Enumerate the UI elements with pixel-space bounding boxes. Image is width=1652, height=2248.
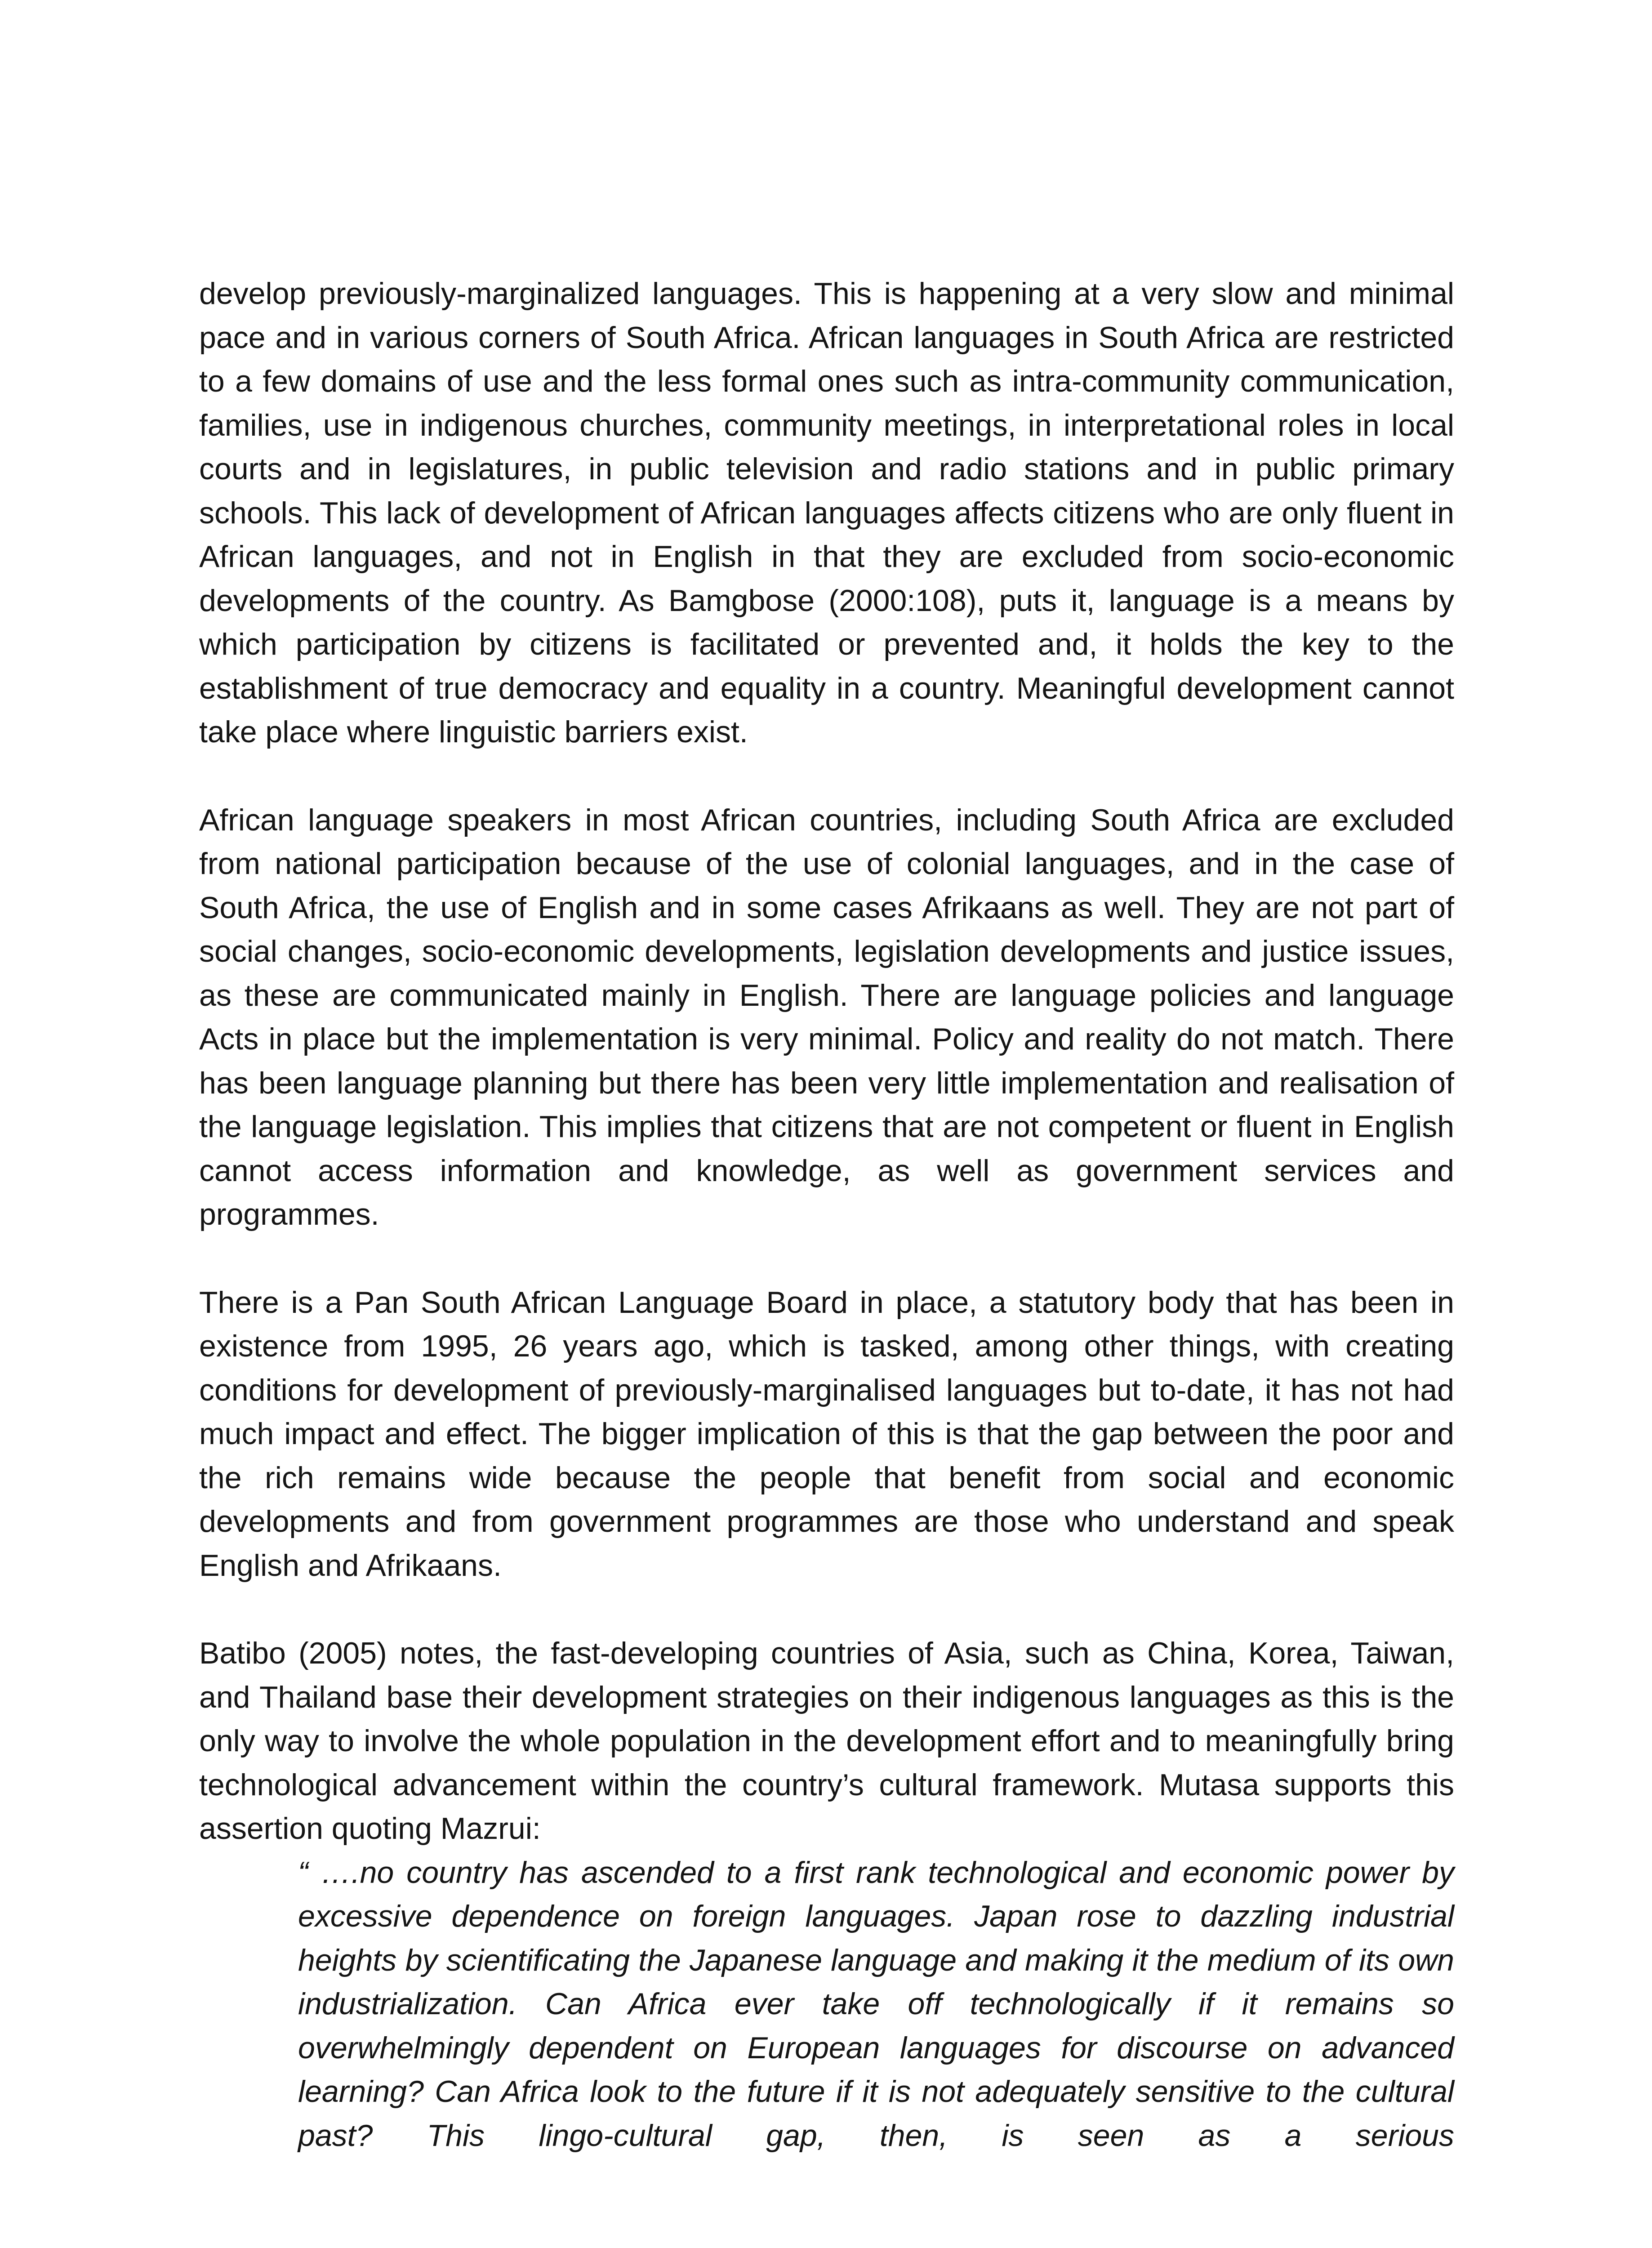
body-text	[199, 272, 1454, 2158]
block-quote-mazrui: “ ….no country has ascended to a first rank technological and economic power by excessive dependence on foreign languages. Japan rose to dazzling industrial heights by scientificating the Japanese language and making it the medium of its own industrialization. Can Africa ever take off technologically if it remains so overwhelmingly dependent on European languages for discourse on advanced learning? Can Africa look to the future if it is not adequately sensitive to the cultural past? This lingo-cultural gap, then, is seen as a serious	[298, 1855, 1454, 2153]
paragraph-language-development: develop previously-marginalized languages. This is happening at a very slow and minimal pace and in various corners of South Africa. African languages in South Africa are restricted to a few domains of use and the less formal ones such as intra-community communication, families, use in indigenous churches, community meetings, in interpretational roles in local courts and in legislatures, in public television and radio stations and in public primary schools. This lack of development of African languages affects citizens who are only fluent in African languages, and not in English in that they are excluded from socio-economic developments of the country. As Bamgbose (2000:108), puts it, language is a means by which participation by citizens is facilitated or prevented and, it holds the key to the establishment of true democracy and equality in a country. Meaningful development cannot take place where linguistic barriers exist.	[199, 277, 1454, 749]
paragraph-pansalb: There is a Pan South African Language Board in place, a statutory body that has been in existence from 1995, 26 years ago, which is tasked, among other things, with creating conditions for development of previously-marginalised languages but to-date, it has not had much impact and effect. The bigger implication of this is that the gap between the poor and the rich remains wide because the people that benefit from social and economic developments and from government programmes are those who understand and speak English and Afrikaans.	[199, 1285, 1454, 1583]
paragraph-batibo: Batibo (2005) notes, the fast-developing countries of Asia, such as China, Korea, Taiwan, and Thailand base their development strategies on their indigenous languages as this is the only way to involve the whole population in the development effort and to meaningfully bring technological advancement within the country’s cultural framework. Mutasa supports this assertion quoting Mazrui:	[199, 1636, 1454, 1846]
paragraph-national-participation: African language speakers in most African countries, including South Africa are excluded from national participation because of the use of colonial languages, and in the case of South Africa, the use of English and in some cases Afrikaans as well. They are not part of social changes, socio-economic developments, legislation developments and justice issues, as these are communicated mainly in English. There are language policies and language Acts in place but the implementation is very minimal. Policy and reality do not match. There has been language planning but there has been very little implementation and realisation of the language legislation. This implies that citizens that are not competent or fluent in English cannot access information and knowledge, as well as government services and programmes.	[199, 803, 1454, 1231]
